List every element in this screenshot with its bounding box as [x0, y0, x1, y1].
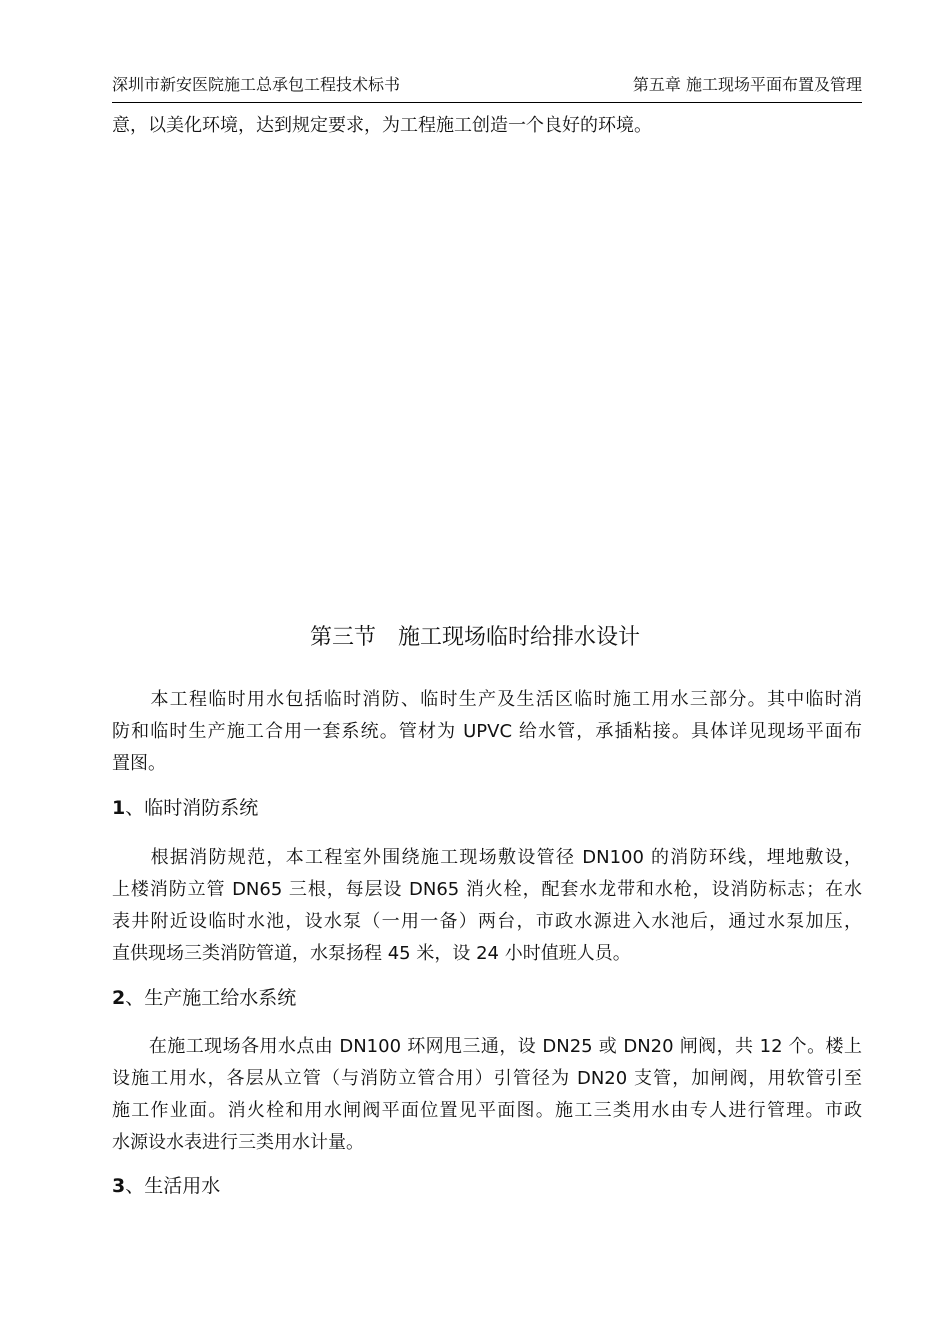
production-water-paragraph	[112, 1031, 862, 1159]
subheading-text: 、生产施工给水系统	[125, 987, 297, 1009]
subheading-text: 、临时消防系统	[125, 797, 259, 819]
subheading-number: 2	[112, 987, 126, 1009]
paragraph-line: 上楼消防立管 DN65 三根，每层设 DN65 消火栓，配套水龙带和水枪，设消防标志；在水	[112, 879, 862, 900]
header-document-title: 深圳市新安医院施工总承包工程技术标书	[112, 75, 401, 94]
paragraph-line: 在施工现场各用水点由 DN100 环网甩三通，设 DN25 或 DN20 闸阀，共 12 个。楼上	[112, 1036, 862, 1057]
subheading-domestic-water	[112, 1172, 220, 1200]
subheading-number: 1	[112, 797, 126, 819]
paragraph-line: 施工作业面。消火栓和用水闸阀平面位置见平面图。施工三类用水由专人进行管理。市政	[112, 1100, 862, 1121]
header-divider	[112, 102, 862, 103]
paragraph-line: 置图。	[112, 753, 166, 774]
fire-system-paragraph	[112, 842, 862, 970]
paragraph-line: 表井附近设临时水池，设水泵（一用一备）两台，市政水源进入水池后，通过水泵加压，	[112, 911, 862, 932]
subheading-fire-system	[112, 794, 258, 822]
paragraph-line: 水源设水表进行三类用水计量。	[112, 1132, 364, 1153]
intro-paragraph	[112, 684, 862, 780]
subheading-text: 、生活用水	[125, 1175, 221, 1197]
header-chapter-title: 第五章 施工现场平面布置及管理	[632, 75, 862, 94]
section-heading: 第三节 施工现场临时给排水设计	[309, 625, 640, 650]
page-header	[112, 74, 862, 100]
paragraph-line: 设施工用水，各层从立管（与消防立管合用）引管径为 DN20 支管，加闸阀，用软管引至	[112, 1068, 862, 1089]
subheading-production-water	[112, 984, 296, 1012]
paragraph-line: 防和临时生产施工合用一套系统。管材为 UPVC 给水管，承插粘接。具体详见现场平面布	[112, 721, 862, 742]
paragraph-line: 本工程临时用水包括临时消防、临时生产及生活区临时施工用水三部分。其中临时消	[112, 689, 862, 710]
paragraph-line: 根据消防规范，本工程室外围绕施工现场敷设管径 DN100 的消防环线，埋地敷设，	[112, 847, 862, 868]
continued-text-line: 意，以美化环境，达到规定要求，为工程施工创造一个良好的环境。	[112, 115, 652, 136]
paragraph-line: 直供现场三类消防管道，水泵扬程 45 米，设 24 小时值班人员。	[112, 943, 631, 964]
subheading-number: 3	[112, 1175, 126, 1197]
